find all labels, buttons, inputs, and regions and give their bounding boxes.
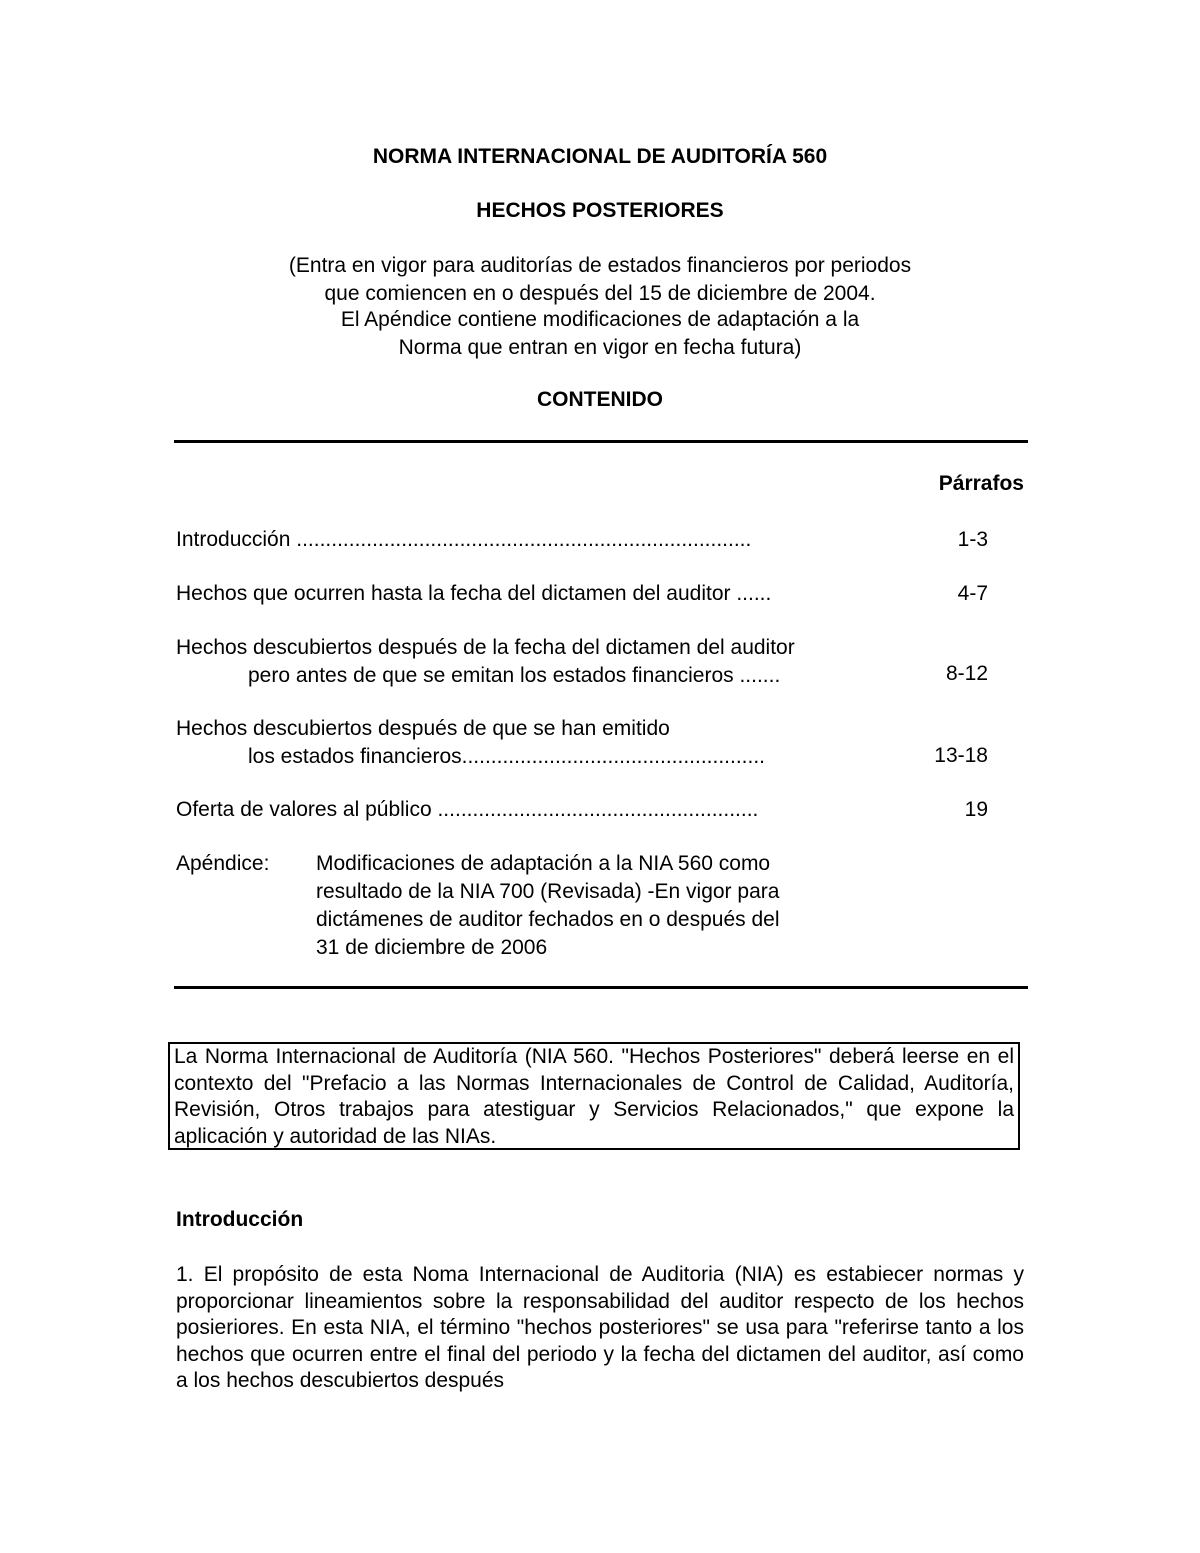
appendix-line: resultado de la NIA 700 (Revisada) -En vigor para <box>316 880 780 903</box>
toc-entry-events-after-report-date <box>176 634 795 690</box>
document-title: NORMA INTERNACIONAL DE AUDITORÍA 560 <box>372 145 828 168</box>
effective-line-3: El Apéndice contiene modificaciones de adaptación a la <box>340 308 860 331</box>
effective-line-4: Norma que entran en vigor en fecha futura) <box>398 336 802 359</box>
contents-heading: CONTENIDO <box>537 388 663 411</box>
toc-entry-label: Introducción .............................................................................. <box>176 528 752 551</box>
document-subtitle: HECHOS POSTERIORES <box>476 199 724 222</box>
toc-entry-label-continued: los estados financieros.................................................... <box>248 745 766 768</box>
effective-line-1: (Entra en vigor para auditorías de estados financieros por periodos <box>288 254 912 277</box>
toc-entry-public-offering <box>176 796 758 824</box>
appendix-line: Modificaciones de adaptación a la NIA 560 como <box>316 852 771 875</box>
bottom-rule <box>174 986 1028 989</box>
toc-column-heading: Párrafos <box>938 472 1024 495</box>
introduction-heading: Introducción <box>176 1208 304 1231</box>
toc-entry-label: Hechos descubiertos después de la fecha del dictamen del auditor <box>176 636 795 659</box>
effective-line-2: que comiencen en o después del 15 de diciembre de 2004. <box>324 282 876 305</box>
toc-entry-pages: 13-18 <box>934 744 988 767</box>
toc-entry-introduction <box>176 526 751 554</box>
top-rule <box>174 440 1028 443</box>
toc-entry-events-after-issuance <box>176 715 765 771</box>
appendix-label: Apéndice: <box>176 852 270 875</box>
toc-entry-events-to-report-date <box>176 580 771 608</box>
toc-entry-pages: 19 <box>964 798 988 821</box>
toc-entry-label: Hechos que ocurren hasta la fecha del dictamen del auditor ...... <box>176 582 772 605</box>
toc-entry-pages: 4-7 <box>957 582 988 605</box>
toc-entry-label: Oferta de valores al público ....................................................... <box>176 798 759 821</box>
toc-entry-pages: 1-3 <box>957 528 988 551</box>
preface-notice-box <box>168 1042 1020 1150</box>
toc-entry-label-continued: pero antes de que se emitan los estados financieros ....... <box>248 664 781 687</box>
paragraph-1: 1. El propósito de esta Noma Internacional de Auditoria (NIA) es estabiecer normas y proporcionar lineamientos sobre la responsabilidad del auditor respecto de los hechos posieriores. En esta NIA, el término "hechos posteriores" se usa para "referirse tanto a los hechos que ocurren entre el final del periodo y la fecha del dictamen del auditor, así como a los hechos descubiertos después <box>176 1263 1024 1392</box>
toc-entry-pages: 8-12 <box>945 662 988 685</box>
appendix-description <box>316 850 876 962</box>
toc-entry-label: Hechos descubiertos después de que se han emitido <box>176 717 670 740</box>
preface-notice-text: La Norma Internacional de Auditoría (NIA 560. "Hechos Posteriores" deberá leerse en el contexto del "Prefacio a las Normas Internacionales de Control de Calidad, Auditoría, Revisión, Otros trabajos para atestiguar y Servicios Relacionados," que expone la aplicación y autoridad de las NIAs. <box>174 1045 1014 1148</box>
appendix-line: 31 de diciembre de 2006 <box>316 936 548 959</box>
appendix-line: dictámenes de auditor fechados en o después del <box>316 908 780 931</box>
